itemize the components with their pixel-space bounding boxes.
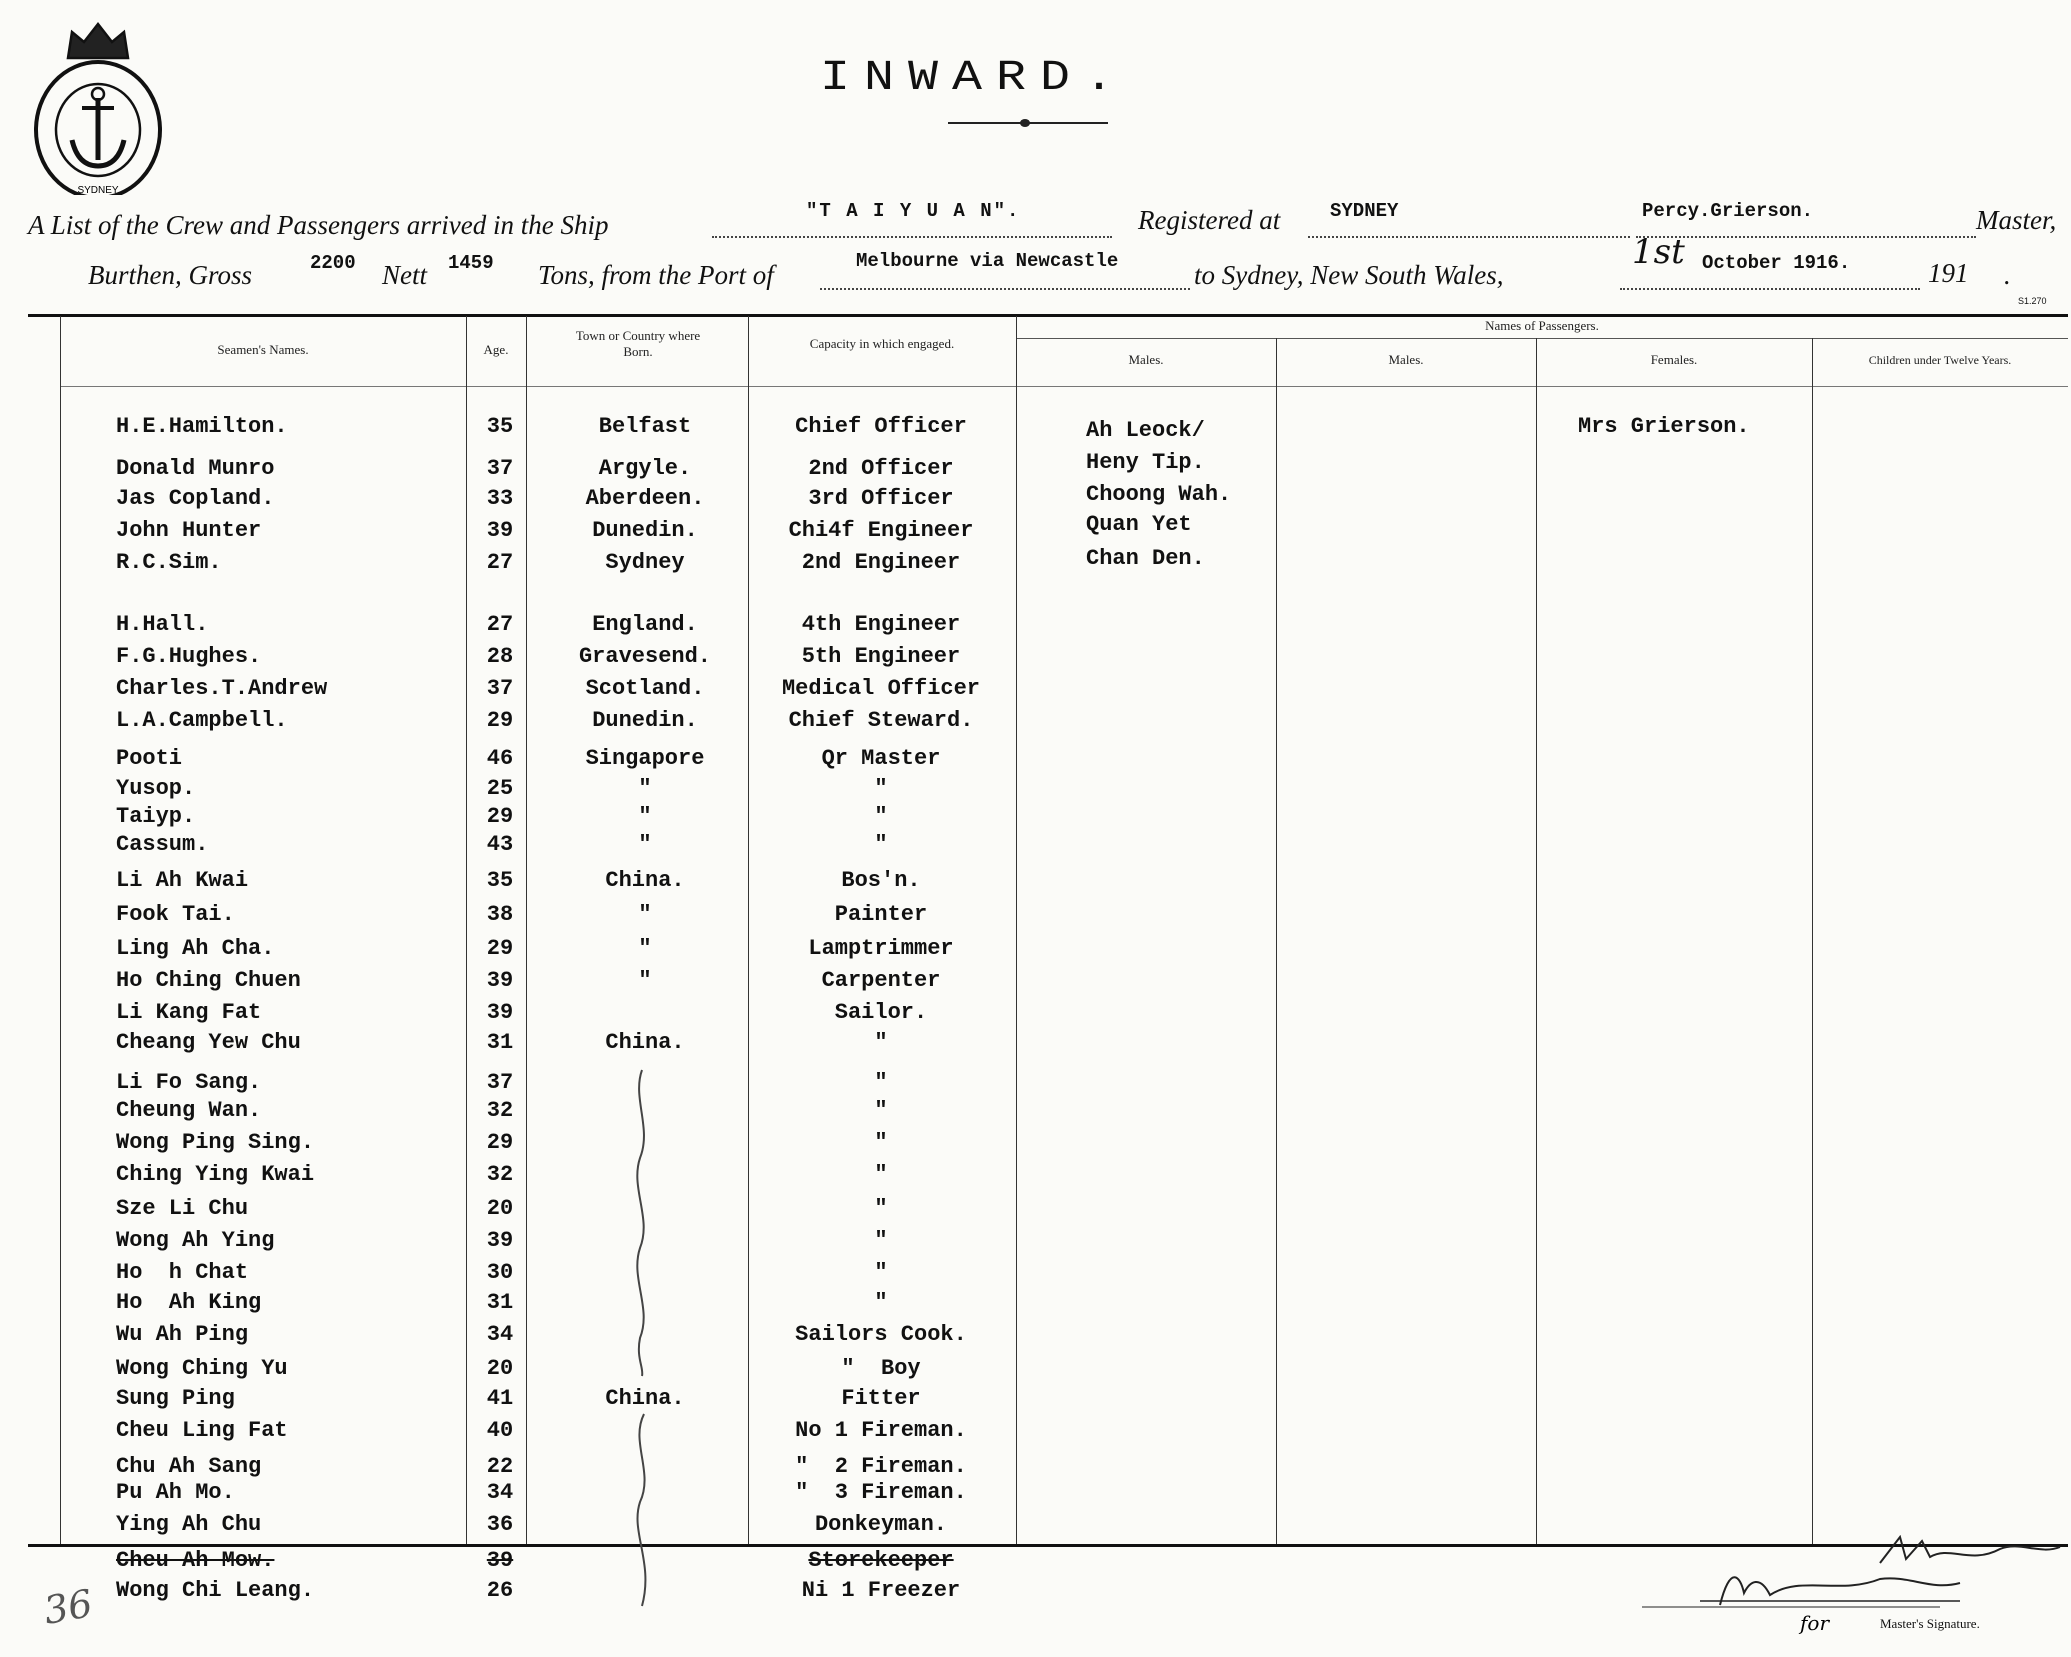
crew-capacity: "	[874, 776, 888, 801]
header-line2-b: Nett	[382, 260, 427, 290]
crew-age: 43	[486, 832, 514, 857]
crew-name: Ching Ying Kwai	[116, 1162, 315, 1187]
crew-name: John Hunter	[116, 518, 262, 543]
crew-name: Wong Ah Ying	[116, 1228, 275, 1253]
crew-age: 41	[486, 1386, 514, 1411]
crew-age: 36	[486, 1512, 514, 1537]
crew-capacity: " Boy	[841, 1356, 921, 1381]
crew-town: Dunedin.	[592, 518, 698, 543]
crew-age: 39	[486, 1548, 514, 1573]
passenger-male: Ah Leock/	[1086, 418, 1205, 443]
col-header-children: Children under Twelve Years.	[1868, 353, 2012, 367]
crew-age: 37	[486, 676, 514, 701]
crew-age: 29	[486, 708, 514, 733]
crew-name: Cheang Yew Chu	[116, 1030, 301, 1055]
crew-capacity: 2nd Engineer	[801, 550, 961, 575]
crew-name: R.C.Sim.	[116, 550, 222, 575]
crew-name: Cassum.	[116, 832, 209, 857]
registered-dotted-line	[1308, 236, 1630, 238]
crew-age: 39	[486, 1228, 514, 1253]
crew-capacity: Sailor.	[834, 1000, 928, 1025]
col-divider-females	[1536, 338, 1537, 1544]
signature-label: Master's Signature.	[1880, 1616, 1980, 1631]
crew-name: L.A.Campbell.	[116, 708, 288, 733]
signature-hamilton-text: H.E.Hamilton	[1840, 1577, 1965, 1598]
arrival-date: October 1916.	[1702, 252, 1851, 274]
crew-age: 39	[486, 968, 514, 993]
crew-age: 46	[486, 746, 514, 771]
crew-name: Cheung Wan.	[116, 1098, 262, 1123]
crew-age: 39	[486, 518, 514, 543]
crew-capacity: 4th Engineer	[801, 612, 961, 637]
crew-name: Wu Ah Ping	[116, 1322, 249, 1347]
crew-age: 33	[486, 486, 514, 511]
crew-name: Ho Ah King	[116, 1290, 262, 1315]
col-divider-males2	[1276, 338, 1277, 1544]
crew-age: 40	[486, 1418, 514, 1443]
crew-name: H.Hall.	[116, 612, 209, 637]
crew-capacity: Carpenter	[821, 968, 941, 993]
crew-town: China.	[605, 1386, 685, 1411]
crew-capacity: "	[874, 1030, 888, 1055]
crew-name: Pu Ah Mo.	[116, 1480, 235, 1505]
crew-age: 27	[486, 550, 514, 575]
crew-age: 30	[486, 1260, 514, 1285]
header-line1-c: Master,	[1976, 205, 2057, 235]
crew-capacity: Ni 1 Freezer	[801, 1578, 961, 1603]
crew-capacity: Medical Officer	[781, 676, 981, 701]
table-header-rule	[60, 386, 2068, 387]
passenger-male: Choong Wah.	[1086, 482, 1232, 507]
crew-name: Wong Chi Leang.	[116, 1578, 315, 1603]
crew-age: 37	[486, 456, 514, 481]
crew-name: Li Kang Fat	[116, 1000, 262, 1025]
crew-age: 20	[486, 1196, 514, 1221]
header-line2-a: Burthen, Gross	[88, 260, 253, 290]
crew-age: 29	[486, 1130, 514, 1155]
crew-town: Scotland.	[585, 676, 705, 701]
crew-town: England.	[592, 612, 698, 637]
col-header-town: Town or Country where Born.	[575, 328, 701, 359]
passengers-sub-rule	[1016, 338, 2068, 339]
col-header-females: Females.	[1650, 352, 1698, 367]
crew-capacity: "	[874, 1290, 888, 1315]
crew-age: 32	[486, 1098, 514, 1123]
crew-age: 34	[486, 1322, 514, 1347]
crew-capacity: " 2 Fireman.	[795, 1454, 967, 1479]
master-name: Percy.Grierson.	[1642, 200, 1814, 222]
crew-capacity: No 1 Fireman.	[795, 1418, 967, 1443]
header-line1-a: A List of the Crew and Passengers arrived in the Ship	[28, 210, 609, 240]
crew-town: Dunedin.	[592, 708, 698, 733]
col-header-passengers: Names of Passengers.	[1485, 318, 1599, 333]
crew-town: China.	[605, 868, 685, 893]
crew-age: 31	[486, 1290, 514, 1315]
crew-capacity: Fitter	[841, 1386, 921, 1411]
col-header-males-1: Males.	[1128, 352, 1164, 367]
crew-name: F.G.Hughes.	[116, 644, 262, 669]
crew-age: 35	[486, 414, 514, 439]
crew-age: 27	[486, 612, 514, 637]
master-signature	[1640, 1535, 2070, 1635]
col-divider-left	[60, 316, 61, 1544]
col-header-seamen: Seamen's Names.	[217, 342, 309, 357]
ship-dotted-line	[712, 236, 1112, 238]
crew-capacity: Painter	[834, 902, 928, 927]
crew-capacity: Sailors Cook.	[795, 1322, 967, 1347]
form-code: S1.270	[2018, 296, 2047, 306]
crew-capacity: Chief Officer	[795, 414, 967, 439]
port-dotted-line	[820, 288, 1190, 290]
crew-name: Wong Ping Sing.	[116, 1130, 315, 1155]
crew-capacity: Lamptrimmer	[808, 936, 954, 961]
crew-town: "	[638, 776, 652, 801]
col-header-capacity: Capacity in which engaged.	[809, 336, 955, 351]
crew-town: Argyle.	[598, 456, 692, 481]
header-line1-b: Registered at	[1138, 205, 1281, 235]
title-ornament	[948, 122, 1108, 124]
crew-capacity: Storekeeper	[808, 1548, 954, 1573]
crew-age: 29	[486, 804, 514, 829]
col-header-age: Age.	[483, 342, 509, 357]
crew-name: Pooti	[116, 746, 183, 771]
passenger-male: Chan Den.	[1086, 546, 1205, 571]
nett-tonnage: 1459	[448, 252, 494, 274]
crew-name: Ying Ah Chu	[116, 1512, 262, 1537]
crew-age: 29	[486, 936, 514, 961]
ship-name: "T A I Y U A N".	[806, 200, 1021, 222]
crew-name: Jas Copland.	[116, 486, 275, 511]
crew-capacity: "	[874, 832, 888, 857]
crew-town: Sydney	[605, 550, 685, 575]
margin-note: 36	[40, 1581, 96, 1633]
crew-age: 25	[486, 776, 514, 801]
crew-name: Charles.T.Andrew	[116, 676, 328, 701]
crew-town: "	[638, 902, 652, 927]
crew-name: H.E.Hamilton.	[116, 414, 288, 439]
page-title: INWARD.	[820, 54, 1129, 103]
crew-town: Gravesend.	[578, 644, 712, 669]
year-printed: 191	[1928, 258, 1969, 288]
crew-capacity: Qr Master	[821, 746, 941, 771]
crew-name: Cheu Ah Mow.	[116, 1548, 275, 1573]
crew-capacity: Donkeyman.	[814, 1512, 948, 1537]
crew-town: Aberdeen.	[585, 486, 705, 511]
crew-capacity: "	[874, 1228, 888, 1253]
col-header-males-2: Males.	[1388, 352, 1424, 367]
date-dotted-line	[1620, 288, 1920, 290]
crew-name: Ho h Chat	[116, 1260, 249, 1285]
crew-name: Fook Tai.	[116, 902, 235, 927]
crew-town: Singapore	[585, 746, 705, 771]
crew-age: 32	[486, 1162, 514, 1187]
crew-age: 22	[486, 1454, 514, 1479]
crew-capacity: 5th Engineer	[801, 644, 961, 669]
header-line2-c: Tons, from the Port of	[538, 260, 774, 290]
port-of-departure: Melbourne via Newcastle	[856, 250, 1119, 272]
crew-name: Wong Ching Yu	[116, 1356, 288, 1381]
col-divider-children	[1812, 338, 1813, 1544]
crew-name: Yusop.	[116, 776, 196, 801]
crew-age: 35	[486, 868, 514, 893]
crew-capacity: "	[874, 1130, 888, 1155]
date-day-handwritten: 1st	[1632, 232, 1685, 272]
crew-age: 39	[486, 1000, 514, 1025]
crew-age: 37	[486, 1070, 514, 1095]
crew-name: Li Ah Kwai	[116, 868, 249, 893]
table-top-rule	[28, 314, 2068, 317]
crew-town: "	[638, 804, 652, 829]
crew-name: Ling Ah Cha.	[116, 936, 275, 961]
crew-name: Sze Li Chu	[116, 1196, 249, 1221]
crew-capacity: 2nd Officer	[808, 456, 954, 481]
crew-name: Sung Ping	[116, 1386, 235, 1411]
shipping-masters-seal	[28, 10, 168, 195]
crew-name: Cheu Ling Fat	[116, 1418, 288, 1443]
crew-town: "	[638, 936, 652, 961]
crew-town: China.	[605, 1030, 685, 1055]
crew-town: "	[638, 968, 652, 993]
crew-capacity: Chief Steward.	[788, 708, 974, 733]
crew-name: Taiyp.	[116, 804, 196, 829]
crew-capacity: Chi4f Engineer	[788, 518, 974, 543]
crew-name: Chu Ah Sang	[116, 1454, 262, 1479]
signature-emerson-text: W.S.Emerson	[1940, 1545, 2034, 1561]
seal-text-bottom: SYDNEY	[77, 185, 119, 195]
gross-tonnage: 2200	[310, 252, 356, 274]
crew-age: 31	[486, 1030, 514, 1055]
crew-capacity: "	[874, 1070, 888, 1095]
registered-at: SYDNEY	[1330, 200, 1399, 222]
passenger-male: Quan Yet	[1086, 512, 1192, 537]
crew-age: 26	[486, 1578, 514, 1603]
ditto-bracket-1	[630, 1068, 660, 1378]
crew-age: 28	[486, 644, 514, 669]
crew-name: Ho Ching Chuen	[116, 968, 301, 993]
crew-capacity: " 3 Fireman.	[795, 1480, 967, 1505]
master-dotted-line	[1636, 236, 1976, 238]
crew-capacity: "	[874, 804, 888, 829]
crew-town: Belfast	[598, 414, 692, 439]
crew-name: Donald Munro	[116, 456, 275, 481]
passenger-male: Heny Tip.	[1086, 450, 1205, 475]
signature-for-text: for	[1800, 1611, 1830, 1635]
crew-capacity: "	[874, 1162, 888, 1187]
year-dot: .	[2004, 260, 2011, 290]
col-divider-passengers	[1016, 316, 1017, 1544]
crew-capacity: "	[874, 1098, 888, 1123]
crew-town: "	[638, 832, 652, 857]
crew-age: 20	[486, 1356, 514, 1381]
ditto-bracket-2	[630, 1412, 660, 1608]
crew-capacity: "	[874, 1260, 888, 1285]
crew-capacity: "	[874, 1196, 888, 1221]
crew-capacity: Bos'n.	[841, 868, 921, 893]
crew-name: Li Fo Sang.	[116, 1070, 262, 1095]
header-line2-d: to Sydney, New South Wales,	[1194, 260, 1504, 290]
passenger-female: Mrs Grierson.	[1578, 414, 1750, 439]
crew-capacity: 3rd Officer	[808, 486, 954, 511]
crew-age: 38	[486, 902, 514, 927]
col-divider-age	[466, 316, 467, 1544]
crew-age: 34	[486, 1480, 514, 1505]
